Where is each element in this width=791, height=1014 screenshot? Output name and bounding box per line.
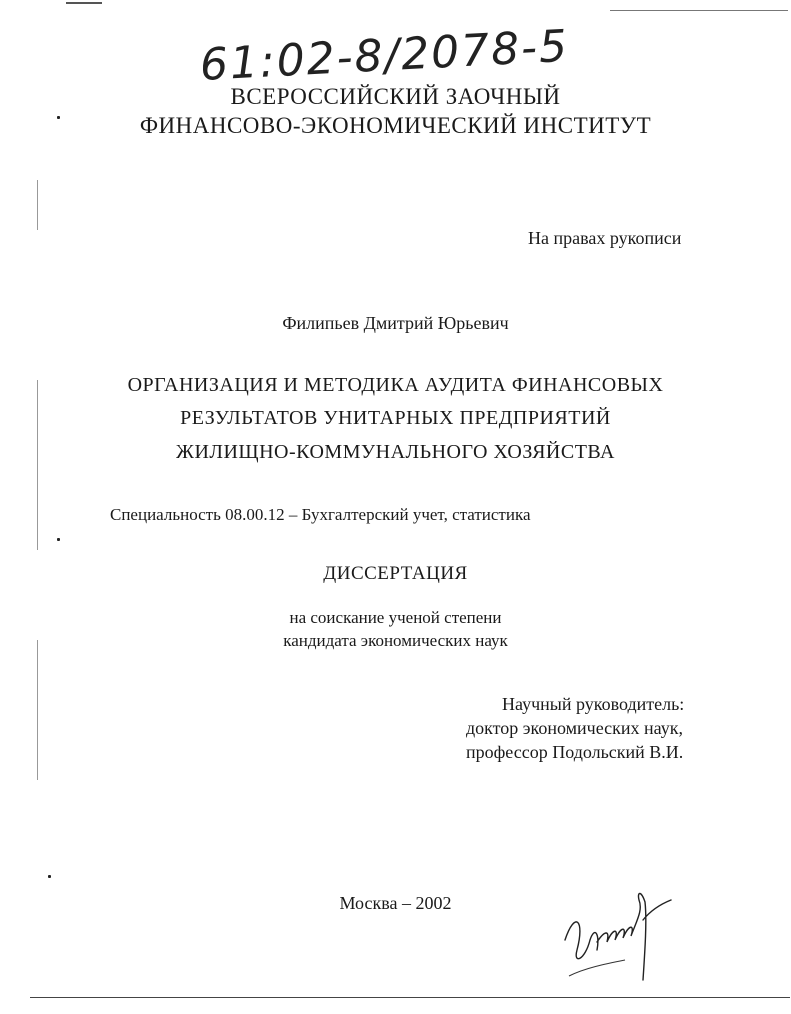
handwritten-signature [555,880,675,990]
top-edge-line [610,10,788,11]
author-name: Филипьев Дмитрий Юрьевич [282,313,509,333]
advisor-label: Научный руководитель: [502,694,685,714]
dissertation-title-line2: РЕЗУЛЬТАТОВ УНИТАРНЫХ ПРЕДПРИЯТИЙ [180,407,611,429]
bottom-edge-line [30,997,790,998]
institute-name-line2: ФИНАНСОВО-ЭКОНОМИЧЕСКИЙ ИНСТИТУТ [139,113,652,138]
scan-speck [48,875,51,878]
advisor-name: профессор Подольский В.И. [466,742,684,762]
specialty: Специальность 08.00.12 – Бухгалтерский учет, статистика [110,505,531,524]
document-type: ДИССЕРТАЦИЯ [323,563,468,584]
degree-line2: кандидата экономических наук [283,631,508,650]
archive-code: 61:02-8/2078-5 [198,20,571,91]
left-edge-line [37,180,38,230]
left-edge-line [37,380,38,550]
top-margin-mark [66,2,102,4]
dissertation-title-line3: ЖИЛИЩНО-КОММУНАЛЬНОГО ХОЗЯЙСТВА [176,441,615,463]
manuscript-rights-note: На правах рукописи [528,228,682,248]
dissertation-title-line1: ОРГАНИЗАЦИЯ И МЕТОДИКА АУДИТА ФИНАНСОВЫХ [127,374,664,396]
institute-name-line1: ВСЕРОССИЙСКИЙ ЗАОЧНЫЙ [230,84,561,109]
city-year: Москва – 2002 [339,893,452,913]
advisor-degree: доктор экономических наук, [466,718,683,738]
left-edge-line [37,640,38,780]
scan-speck [57,538,60,541]
degree-line1: на соискание ученой степени [289,608,502,627]
